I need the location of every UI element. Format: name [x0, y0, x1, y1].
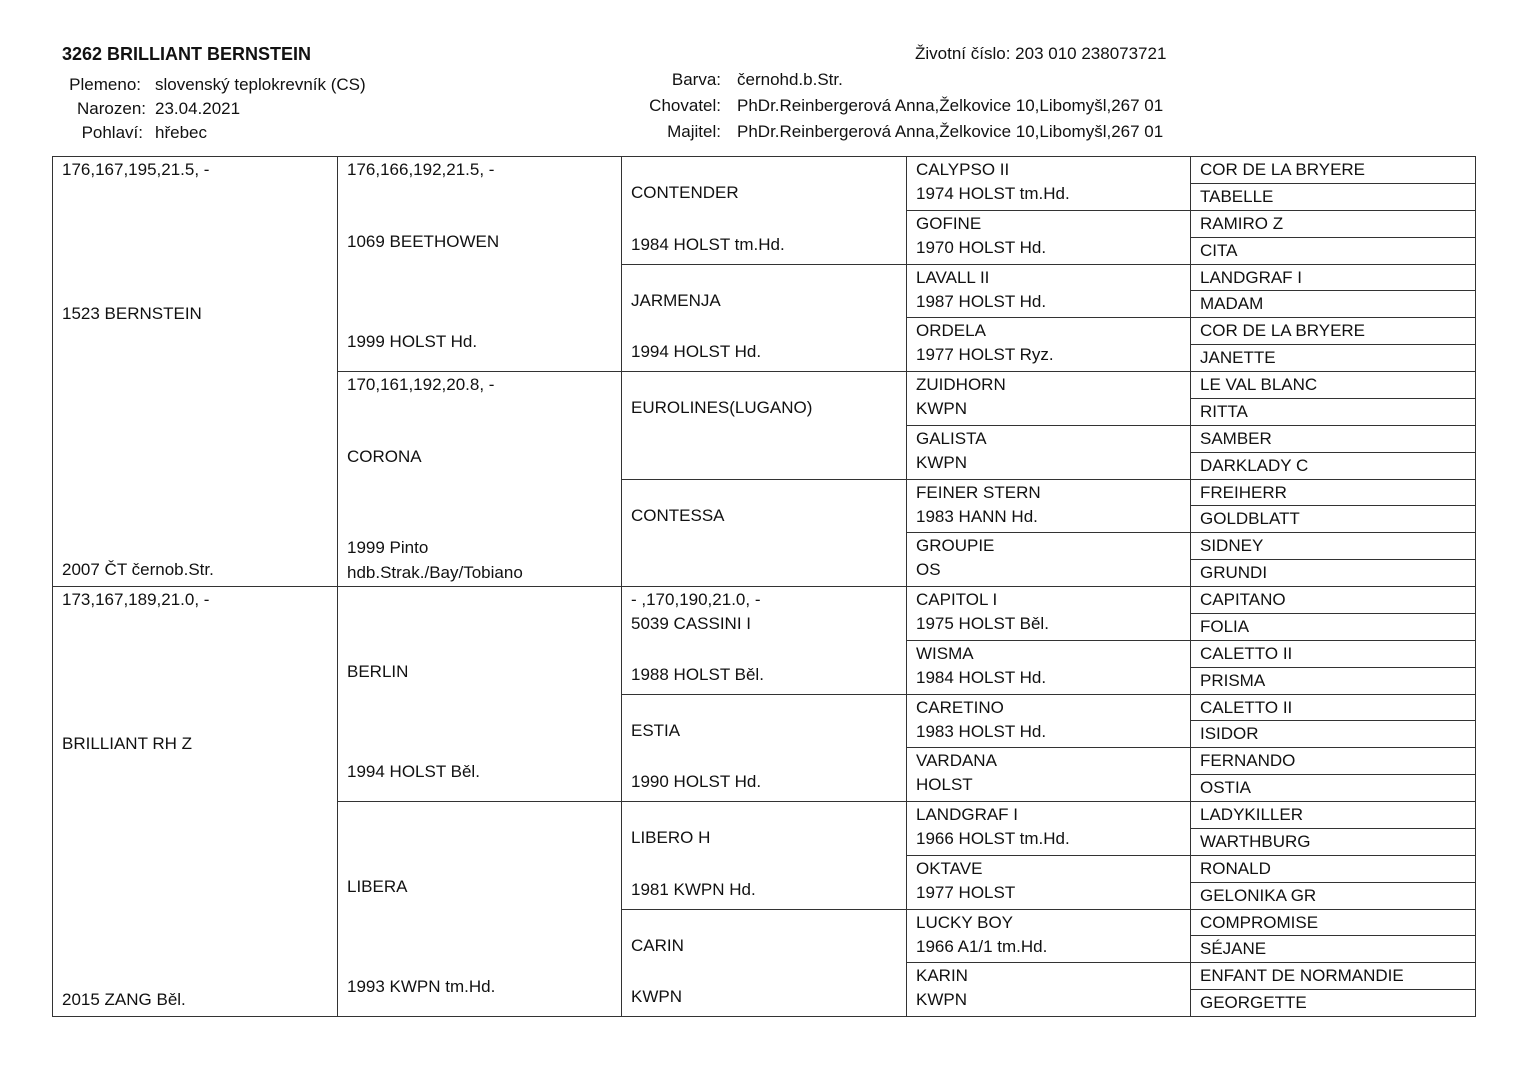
gen5-ancestor-cell	[1190, 989, 1476, 1017]
gen5-ancestor-cell	[1190, 344, 1476, 372]
horse-name: OSTIA	[1200, 778, 1252, 798]
horse-name: COR DE LA BRYERE	[1200, 160, 1366, 179]
gen5-ancestor-cell	[1190, 801, 1476, 829]
gen5-ancestor-cell	[1190, 505, 1476, 533]
horse-name: GRUNDI	[1200, 563, 1268, 583]
horse-name: CARIN	[631, 935, 684, 955]
horse-name: TABELLE	[1200, 186, 1274, 206]
life-number	[915, 44, 1166, 64]
horse-name: JARMENJA	[631, 290, 721, 310]
horse-name: GELONIKA GR	[1200, 885, 1317, 905]
horse-name: ORDELA	[916, 321, 986, 341]
gen5-ancestor-cell	[1190, 882, 1476, 910]
horse-info: 1988 HOLST Běl.	[631, 664, 764, 684]
gen5-ancestor-cell	[1190, 317, 1476, 345]
horse-name: FERNANDO	[1200, 751, 1296, 771]
measures: 176,167,195,21.5, -	[62, 160, 210, 179]
gen5-ancestor-cell	[1190, 747, 1476, 775]
gen4-ancestor-cell	[906, 586, 1191, 641]
gen5-ancestor-cell	[1190, 720, 1476, 748]
horse-name: SIDNEY	[1200, 536, 1264, 556]
owner-value: PhDr.Reinbergerová Anna,Želkovice 10,Libomyšl,267 01	[737, 122, 1164, 141]
horse-info: 1994 HOLST Hd.	[631, 342, 762, 361]
horse-info: KWPN	[631, 987, 682, 1006]
breeder-label: Chovatel:	[649, 96, 721, 115]
horse-name: FEINER STERN	[916, 482, 1041, 502]
horse-info: HOLST	[916, 775, 973, 795]
sire-cell	[52, 156, 338, 587]
horse-info: 1977 HOLST Ryz.	[916, 345, 1054, 365]
horse-info: 1970 HOLST Hd.	[916, 237, 1047, 257]
horse-info: 1994 HOLST Běl.	[347, 762, 480, 781]
horse-info: 1975 HOLST Běl.	[916, 614, 1049, 633]
horse-name: LAVALL II	[916, 267, 990, 287]
horse-info: KWPN	[916, 452, 967, 472]
horse-name: VARDANA	[916, 751, 997, 771]
horse-name: FREIHERR	[1200, 482, 1287, 502]
horse-name: ISIDOR	[1200, 724, 1259, 744]
gen5-ancestor-cell	[1190, 559, 1476, 587]
gen4-ancestor-cell	[906, 479, 1191, 534]
measures: 170,161,192,20.8, -	[347, 375, 495, 394]
breed-label: Plemeno:	[69, 75, 141, 94]
breed-value: slovenský teplokrevník (CS)	[155, 75, 366, 94]
horse-name: DARKLADY C	[1200, 455, 1309, 475]
owner-label: Majitel:	[667, 122, 721, 141]
gen5-ancestor-cell	[1190, 935, 1476, 963]
grandparent-cell	[337, 371, 622, 587]
horse-name: SAMBER	[1200, 428, 1272, 448]
color-label: Barva:	[671, 70, 721, 89]
gen4-ancestor-cell	[906, 855, 1191, 910]
horse-name: CALETTO II	[1200, 643, 1293, 663]
pedigree-table	[52, 156, 1475, 1016]
gen5-ancestor-cell	[1190, 210, 1476, 238]
gen4-ancestor-cell	[906, 210, 1191, 265]
horse-name: CORONA	[347, 447, 422, 466]
horse-name: LE VAL BLANC	[1200, 375, 1318, 394]
grandparent-cell	[337, 801, 622, 1017]
horse-name: PRISMA	[1200, 670, 1266, 690]
horse-info: 1966 A1/1 tm.Hd.	[916, 936, 1048, 956]
horse-name: CONTENDER	[631, 183, 739, 202]
horse-name: 1069 BEETHOWEN	[347, 232, 500, 251]
life-number-label: Životní číslo:	[915, 44, 1011, 63]
gen5-ancestor-cell	[1190, 156, 1476, 184]
gen5-ancestor-cell	[1190, 452, 1476, 480]
horse-info: 1993 KWPN tm.Hd.	[347, 977, 496, 996]
horse-info: KWPN	[916, 990, 967, 1010]
horse-name: CITA	[1200, 240, 1238, 260]
gen5-ancestor-cell	[1190, 855, 1476, 883]
horse-info: 1999 HOLST Hd.	[347, 332, 478, 351]
gen5-ancestor-cell	[1190, 237, 1476, 265]
horse-name: ESTIA	[631, 720, 681, 740]
horse-info: 1981 KWPN Hd.	[631, 879, 756, 899]
gen4-ancestor-cell	[906, 156, 1191, 211]
great-grandparent-cell	[621, 801, 907, 910]
gen4-ancestor-cell	[906, 962, 1191, 1017]
gen5-ancestor-cell	[1190, 264, 1476, 292]
great-grandparent-cell	[621, 156, 907, 265]
horse-info: 1999 Pinto	[347, 538, 429, 557]
horse-name: LUCKY BOY	[916, 912, 1014, 932]
life-number-value: 203 010 238073721	[1015, 44, 1167, 63]
great-grandparent-cell	[621, 264, 907, 373]
gen4-ancestor-cell	[906, 264, 1191, 319]
horse-name: LANDGRAF I	[1200, 267, 1303, 287]
gen4-ancestor-cell	[906, 640, 1191, 695]
horse-info-2: hdb.Strak./Bay/Tobiano	[347, 563, 523, 582]
horse-info: 2007 ČT černob.Str.	[62, 560, 214, 579]
gen5-ancestor-cell	[1190, 183, 1476, 211]
horse-name: GEORGETTE	[1200, 993, 1307, 1013]
color-value: černohd.b.Str.	[737, 70, 843, 89]
measures: 173,167,189,21.0, -	[62, 590, 210, 609]
horse-info: 1966 HOLST tm.Hd.	[916, 829, 1070, 848]
horse-name: ZUIDHORN	[916, 375, 1006, 394]
great-grandparent-cell	[621, 371, 907, 480]
horse-name: MADAM	[1200, 294, 1264, 314]
gen5-ancestor-cell	[1190, 425, 1476, 453]
horse-info: 1984 HOLST tm.Hd.	[631, 234, 785, 254]
gen5-ancestor-cell	[1190, 774, 1476, 802]
horse-name: BERLIN	[347, 662, 409, 681]
horse-name: LIBERO H	[631, 828, 711, 847]
horse-info: 1983 HOLST Hd.	[916, 721, 1047, 741]
measures: - ,170,190,21.0, -	[631, 590, 761, 609]
horse-info: 1977 HOLST	[916, 882, 1016, 902]
dam-cell	[52, 586, 338, 1017]
gen4-ancestor-cell	[906, 694, 1191, 749]
horse-info: 1974 HOLST tm.Hd.	[916, 184, 1070, 203]
horse-info: 1984 HOLST Hd.	[916, 667, 1047, 687]
horse-name: 1523 BERNSTEIN	[62, 304, 202, 323]
horse-name: GOLDBLATT	[1200, 509, 1300, 529]
horse-info: 2015 ZANG Běl.	[62, 990, 186, 1009]
horse-name: GALISTA	[916, 428, 987, 448]
gen4-ancestor-cell	[906, 317, 1191, 372]
sex-value: hřebec	[155, 123, 207, 142]
horse-name: COMPROMISE	[1200, 912, 1319, 932]
gen5-ancestor-cell	[1190, 613, 1476, 641]
gen5-ancestor-cell	[1190, 290, 1476, 318]
horse-name: CALETTO II	[1200, 697, 1293, 717]
gen5-ancestor-cell	[1190, 909, 1476, 937]
great-grandparent-cell	[621, 909, 907, 1018]
gen5-ancestor-cell	[1190, 962, 1476, 990]
gen4-ancestor-cell	[906, 371, 1191, 426]
horse-info: KWPN	[916, 399, 967, 418]
horse-name: RITTA	[1200, 401, 1248, 421]
horse-name: KARIN	[916, 966, 968, 986]
gen5-ancestor-cell	[1190, 479, 1476, 507]
horse-name: RONALD	[1200, 858, 1271, 878]
great-grandparent-cell	[621, 694, 907, 803]
horse-name: FOLIA	[1200, 616, 1250, 636]
horse-info: 1983 HANN Hd.	[916, 506, 1038, 526]
grandparent-cell	[337, 586, 622, 802]
horse-info: OS	[916, 560, 941, 580]
document-title: 3262 BRILLIANT BERNSTEIN	[62, 44, 312, 64]
horse-name: ENFANT DE NORMANDIE	[1200, 966, 1404, 986]
gen5-ancestor-cell	[1190, 532, 1476, 560]
measures: 176,166,192,21.5, -	[347, 160, 495, 179]
gen5-ancestor-cell	[1190, 828, 1476, 856]
horse-name: CONTESSA	[631, 505, 725, 525]
horse-name: WARTHBURG	[1200, 831, 1311, 851]
sex-label: Pohlaví:	[81, 123, 143, 142]
gen5-ancestor-cell	[1190, 371, 1476, 399]
horse-name: CALYPSO II	[916, 160, 1010, 179]
horse-name: WISMA	[916, 643, 974, 663]
horse-name: RAMIRO Z	[1200, 213, 1284, 233]
horse-info: 1990 HOLST Hd.	[631, 772, 762, 791]
gen5-ancestor-cell	[1190, 694, 1476, 722]
gen5-ancestor-cell	[1190, 586, 1476, 614]
gen5-ancestor-cell	[1190, 667, 1476, 695]
horse-name: COR DE LA BRYERE	[1200, 321, 1366, 341]
horse-name: OKTAVE	[916, 858, 983, 878]
gen4-ancestor-cell	[906, 801, 1191, 856]
gen4-ancestor-cell	[906, 532, 1191, 587]
horse-info: 1987 HOLST Hd.	[916, 291, 1047, 311]
horse-name: CARETINO	[916, 697, 1004, 717]
great-grandparent-cell	[621, 479, 907, 588]
horse-name: CAPITANO	[1200, 590, 1286, 609]
horse-name: LIBERA	[347, 877, 408, 896]
horse-name: BRILLIANT RH Z	[62, 734, 193, 753]
breeder-value: PhDr.Reinbergerová Anna,Želkovice 10,Libomyšl,267 01	[737, 96, 1164, 115]
horse-name: EUROLINES(LUGANO)	[631, 398, 813, 417]
gen5-ancestor-cell	[1190, 398, 1476, 426]
gen5-ancestor-cell	[1190, 640, 1476, 668]
horse-name: JANETTE	[1200, 348, 1276, 368]
horse-name: 5039 CASSINI I	[631, 614, 752, 633]
horse-name: CAPITOL I	[916, 590, 998, 609]
gen4-ancestor-cell	[906, 425, 1191, 480]
horse-name: LADYKILLER	[1200, 805, 1303, 824]
horse-name: GOFINE	[916, 213, 982, 233]
horse-name: SÉJANE	[1200, 939, 1267, 959]
horse-name: LANDGRAF I	[916, 805, 1019, 824]
gen4-ancestor-cell	[906, 747, 1191, 802]
born-label: Narozen:	[77, 99, 146, 118]
great-grandparent-cell	[621, 586, 907, 695]
born-value: 23.04.2021	[155, 99, 241, 118]
grandparent-cell	[337, 156, 622, 372]
gen4-ancestor-cell	[906, 909, 1191, 964]
horse-name: GROUPIE	[916, 536, 995, 556]
